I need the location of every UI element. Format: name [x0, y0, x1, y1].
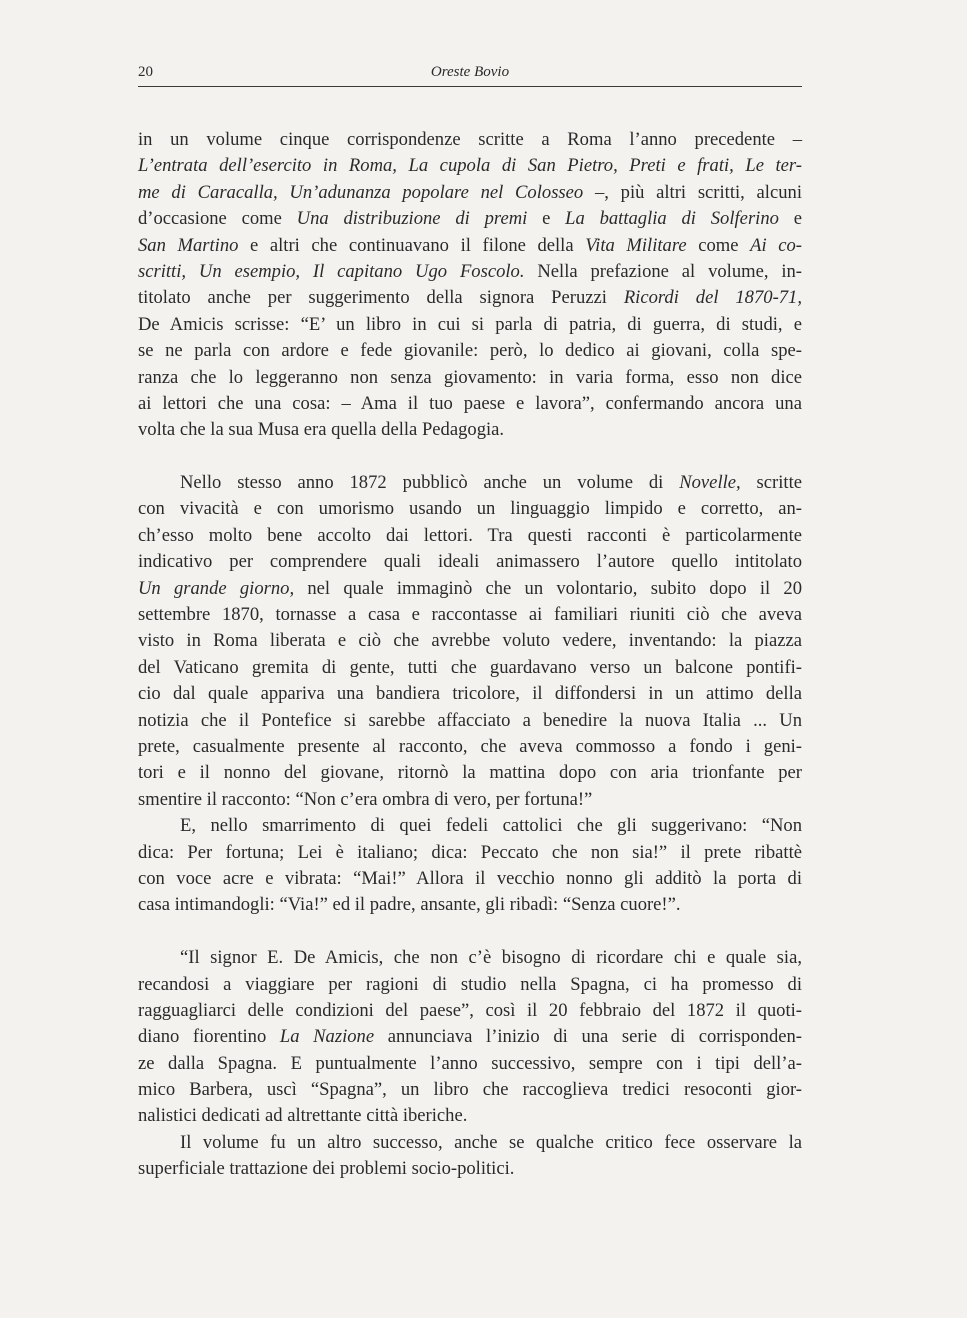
text-run: visto in Roma liberata e ciò che avrebbe voluto vedere, inventando: la piazza	[138, 630, 802, 652]
text-line	[138, 153, 802, 179]
text-line	[138, 365, 802, 391]
text-run: nel quale immaginò che un volontario, subito dopo il 20	[294, 577, 803, 599]
text-line	[138, 1051, 802, 1077]
italic-text: San Martino	[138, 234, 239, 256]
text-line	[138, 576, 802, 602]
text-run: –, più altri scritti, alcuni	[583, 181, 802, 203]
page-header	[138, 62, 802, 87]
text-run: Il volume fu un altro successo, anche se qualche critico fece osservare la	[180, 1131, 802, 1153]
text-run: volta che la sua Musa era quella della Pedagogia.	[138, 419, 505, 441]
italic-text: Una distribuzione di premi	[296, 208, 528, 230]
text-line	[138, 945, 802, 971]
text-run: superficiale trattazione dei problemi socio-politici.	[138, 1158, 515, 1180]
text-run: casa intimandogli: “Via!” ed il padre, ansante, gli ribadì: “Senza cuore!”.	[138, 894, 681, 916]
text-run: se ne parla con ardore e fede giovanile: però, lo dedico ai giovani, colla spe-	[138, 340, 802, 362]
text-line	[138, 655, 802, 681]
text-run: e	[527, 208, 566, 230]
text-run: in un volume cinque corrispondenze scritte a Roma l’anno precedente –	[138, 129, 802, 150]
text-run: ranza che lo leggeranno non senza giovamento: in varia forma, esso non dice	[138, 366, 802, 388]
text-run: ragguagliarci delle condizioni del paese”, così il 20 febbraio del 1872 il quoti-	[138, 999, 802, 1021]
text-line	[138, 760, 802, 786]
text-run: cio dal quale appariva una bandiera tricolore, il diffondersi in un attimo della	[138, 683, 802, 705]
italic-text: La battaglia di Solferino	[565, 208, 779, 230]
text-run: come	[686, 234, 751, 256]
text-run: e	[778, 208, 802, 230]
text-line	[138, 734, 802, 760]
text-line	[138, 681, 802, 707]
text-run: e altri che continuavano il filone della	[238, 234, 586, 256]
text-line	[138, 1103, 802, 1129]
text-run: titolato anche per suggerimento della signora Peruzzi	[138, 287, 624, 309]
text-run: ze dalla Spagna. E puntualmente l’anno successivo, sempre con i tipi dell’a-	[138, 1052, 802, 1074]
text-line	[138, 285, 802, 311]
text-line	[138, 602, 802, 628]
italic-text: Vita Militare	[585, 234, 687, 256]
text-run: con vivacità e con umorismo usando un linguaggio limpido e corretto, an-	[138, 498, 802, 520]
paragraph-gap	[138, 444, 802, 470]
paragraph-gap	[138, 919, 802, 945]
text-run: annunciava l’inizio di una serie di corrisponden-	[374, 1026, 802, 1048]
italic-text: scritti, Un esempio, Il capitano Ugo Foscolo.	[138, 260, 525, 282]
text-run: con voce acre e vibrata: “Mai!” Allora il vecchio nonno gli additò la porta di	[138, 867, 802, 889]
text-run: d’occasione come	[138, 208, 297, 230]
text-run: ai lettori che una cosa: – Ama il tuo paese e lavora”, confermando ancora una	[138, 392, 802, 414]
text-line	[138, 628, 802, 654]
text-run: scritte	[740, 472, 802, 494]
text-run: del Vaticano gremita di gente, tutti che guardavano verso un balcone pontifi-	[138, 656, 802, 678]
page-number: 20	[138, 64, 153, 80]
text-line	[138, 206, 802, 232]
text-run: Nella prefazione al volume, in-	[524, 260, 803, 282]
text-line	[138, 972, 802, 998]
text-line	[138, 1024, 802, 1050]
text-run: indicativo per comprendere quali ideali animassero l’autore quello intitolato	[138, 551, 802, 573]
text-run: recandosi a viaggiare per ragioni di studio nella Spagna, ci ha promesso di	[138, 973, 802, 995]
running-head: Oreste Bovio	[430, 64, 510, 80]
text-run: diano fiorentino	[138, 1026, 280, 1048]
text-run: nalistici dedicati ad altrettante città iberiche.	[138, 1105, 468, 1127]
text-line	[138, 892, 802, 918]
body-text	[138, 127, 802, 1183]
text-run: settembre 1870, tornasse a casa e raccontasse ai familiari riuniti ciò che aveva	[138, 604, 802, 626]
italic-text: Novelle,	[679, 472, 741, 494]
text-line	[138, 1130, 802, 1156]
text-run: Nello stesso anno 1872 pubblicò anche un volume di	[180, 472, 680, 494]
italic-text: La Nazione	[279, 1026, 375, 1048]
text-run: ch’esso molto bene accolto dai lettori. Tra questi racconti è particolarmente	[138, 524, 802, 546]
text-run: dica: Per fortuna; Lei è italiano; dica: Peccato che non sia!” il prete ribattè	[138, 841, 802, 863]
text-line	[138, 470, 802, 496]
text-line	[138, 1156, 802, 1182]
text-line	[138, 787, 802, 813]
text-line	[138, 180, 802, 206]
text-line	[138, 312, 802, 338]
text-run: De Amicis scrisse: “E’ un libro in cui si parla di patria, di guerra, di studi, e	[138, 313, 802, 335]
text-line	[138, 391, 802, 417]
text-run: notizia che il Pontefice si sarebbe affacciato a benedire la nuova Italia ... Un	[138, 709, 802, 731]
text-line	[138, 127, 802, 153]
text-line	[138, 708, 802, 734]
text-line	[138, 866, 802, 892]
italic-text: Ricordi del 1870-71,	[623, 287, 803, 309]
text-line	[138, 233, 802, 259]
text-line	[138, 813, 802, 839]
text-run: tori e il nonno del giovane, ritornò la mattina dopo con aria trionfante per	[138, 762, 802, 784]
text-run: prete, casualmente presente al racconto, che aveva commosso a fondo i geni-	[138, 735, 802, 757]
text-run: mico Barbera, uscì “Spagna”, un libro che raccoglieva tredici resoconti gior-	[138, 1079, 802, 1101]
text-run: smentire il racconto: “Non c’era ombra di vero, per fortuna!”	[138, 788, 593, 810]
text-line	[138, 998, 802, 1024]
italic-text: L’entrata dell’esercito in Roma, La cupola di San Pietro, Preti e frati, Le ter-	[138, 155, 802, 177]
text-line	[138, 338, 802, 364]
text-line	[138, 259, 802, 285]
italic-text: Un grande giorno,	[138, 577, 295, 599]
text-run: “Il signor E. De Amicis, che non c’è bisogno di ricordare chi e quale sia,	[180, 947, 802, 969]
text-line	[138, 523, 802, 549]
text-line	[138, 417, 802, 443]
text-line	[138, 1077, 802, 1103]
italic-text: Ai co-	[750, 234, 802, 256]
text-line	[138, 496, 802, 522]
text-run: E, nello smarrimento di quei fedeli cattolici che gli suggerivano: “Non	[180, 815, 802, 837]
text-line	[138, 840, 802, 866]
text-line	[138, 549, 802, 575]
italic-text: me di Caracalla, Un’adunanza popolare nel Colosseo	[138, 181, 584, 203]
